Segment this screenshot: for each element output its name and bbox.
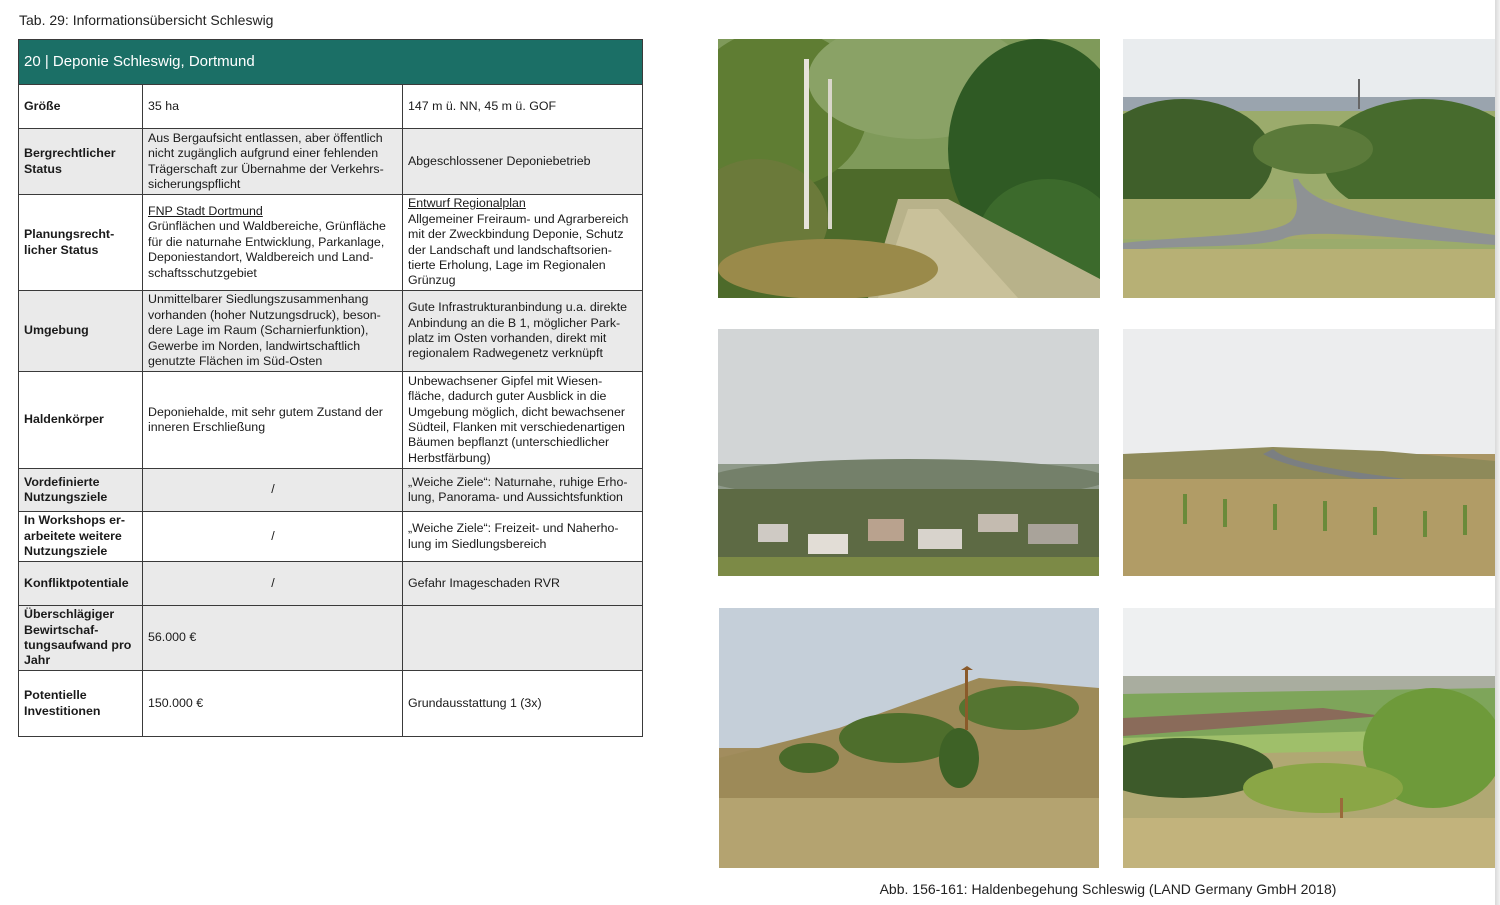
table-row: [19, 129, 643, 195]
row-value-1: /: [143, 562, 403, 606]
row-value-2: „Weiche Ziele“: Naturnahe, ruhige Erho-lung, Panorama- und Aussichtsfunktion: [403, 469, 643, 512]
regionalplan-text: Allgemeiner Freiraum- und Agrarbereich mit der Zweckbindung Deponie, Schutz der Landschaft und landschaftsorien-tierte Erholung, Lage im Regionalen Grünzug: [408, 211, 629, 288]
photo-town-panorama: [718, 329, 1099, 576]
photo-hill-road: [1123, 39, 1495, 298]
table-caption: Tab. 29: Informationsübersicht Schleswig: [19, 12, 274, 28]
table-row: [19, 606, 643, 671]
row-label: Vordefinierte Nutzungsziele: [19, 469, 143, 512]
row-value-1: Unmittelbarer Siedlungszusammenhang vorhanden (hoher Nutzungsdruck), beson-dere Lage im Raum (Scharnierfunktion), Gewerbe im Norden, landwirtschaftlich genutzte Flächen im Süd-Osten: [143, 291, 403, 372]
row-label: Konfliktpotentiale: [19, 562, 143, 606]
row-value-2: Gute Infrastrukturanbindung u.a. direkte Anbindung an die B 1, möglicher Park-platz im Osten vorhanden, direkt mit regionalem Radwegenetz verknüpft: [403, 291, 643, 372]
row-value-2: [403, 606, 643, 671]
row-label: Größe: [19, 85, 143, 129]
row-value-1: /: [143, 512, 403, 562]
photo-fields-view: [1123, 608, 1495, 868]
row-value-2: [403, 195, 643, 291]
photo-forest-path: [718, 39, 1100, 298]
table-row: [19, 85, 643, 129]
regionalplan-title: Entwurf Regionalplan: [408, 196, 526, 211]
photo-plateau-path: [1123, 329, 1495, 576]
fnp-text: Grünflächen und Waldbereiche, Grünfläche für die naturnahe Entwicklung, Parkanlage, Deponiestandort, Waldbereich und Land-schaftsschutzgebiet: [148, 219, 386, 280]
row-value-2: Grundausstattung 1 (3x): [403, 671, 643, 737]
photo-slope-birdhouse: [719, 608, 1099, 868]
row-value-1: Deponiehalde, mit sehr gutem Zustand der inneren Erschließung: [143, 372, 403, 469]
row-value-2: Abgeschlossener Deponiebetrieb: [403, 129, 643, 195]
row-value-2: Gefahr Imageschaden RVR: [403, 562, 643, 606]
row-label: Umgebung: [19, 291, 143, 372]
fnp-title: FNP Stadt Dortmund: [148, 203, 263, 218]
row-value-1: 150.000 €: [143, 671, 403, 737]
row-label: In Workshops er-arbeitete weitere Nutzungsziele: [19, 512, 143, 562]
row-value-1: /: [143, 469, 403, 512]
row-label: Bergrechtlicher Status: [19, 129, 143, 195]
row-value-1: Aus Bergaufsicht entlassen, aber öffentlich nicht zugänglich aufgrund einer fehlenden Trägerschaft zur Übernahme der Verkehrs-sicherungspflicht: [143, 129, 403, 195]
info-table: [18, 39, 643, 737]
page-edge-shadow: [1495, 0, 1500, 905]
table-row: [19, 671, 643, 737]
row-label: Haldenkörper: [19, 372, 143, 469]
row-label: Potentielle Investitionen: [19, 671, 143, 737]
row-value-2: „Weiche Ziele“: Freizeit- und Naherho-lung im Siedlungsbereich: [403, 512, 643, 562]
table-header: 20 | Deponie Schleswig, Dortmund: [19, 40, 643, 85]
row-value-1: 35 ha: [143, 85, 403, 129]
table-row: [19, 291, 643, 372]
table-row: [19, 512, 643, 562]
table-row: [19, 469, 643, 512]
row-value-2: Unbewachsener Gipfel mit Wiesen-fläche, dadurch guter Ausblick in die Umgebung möglich, dicht bewachsener Südteil, Flanken mit verschiedenartigen Bäumen bepflanzt (unterschiedlicher Herbstfärbung): [403, 372, 643, 469]
figure-caption: Abb. 156-161: Haldenbegehung Schleswig (LAND Germany GmbH 2018): [879, 881, 1337, 897]
table-row: [19, 195, 643, 291]
table-row: [19, 562, 643, 606]
row-label: Überschlägiger Bewirtschaf-tungsaufwand pro Jahr: [19, 606, 143, 671]
table-row: [19, 372, 643, 469]
row-value-1: 56.000 €: [143, 606, 403, 671]
row-value-2: 147 m ü. NN, 45 m ü. GOF: [403, 85, 643, 129]
row-value-1: [143, 195, 403, 291]
row-label: Planungsrecht-licher Status: [19, 195, 143, 291]
